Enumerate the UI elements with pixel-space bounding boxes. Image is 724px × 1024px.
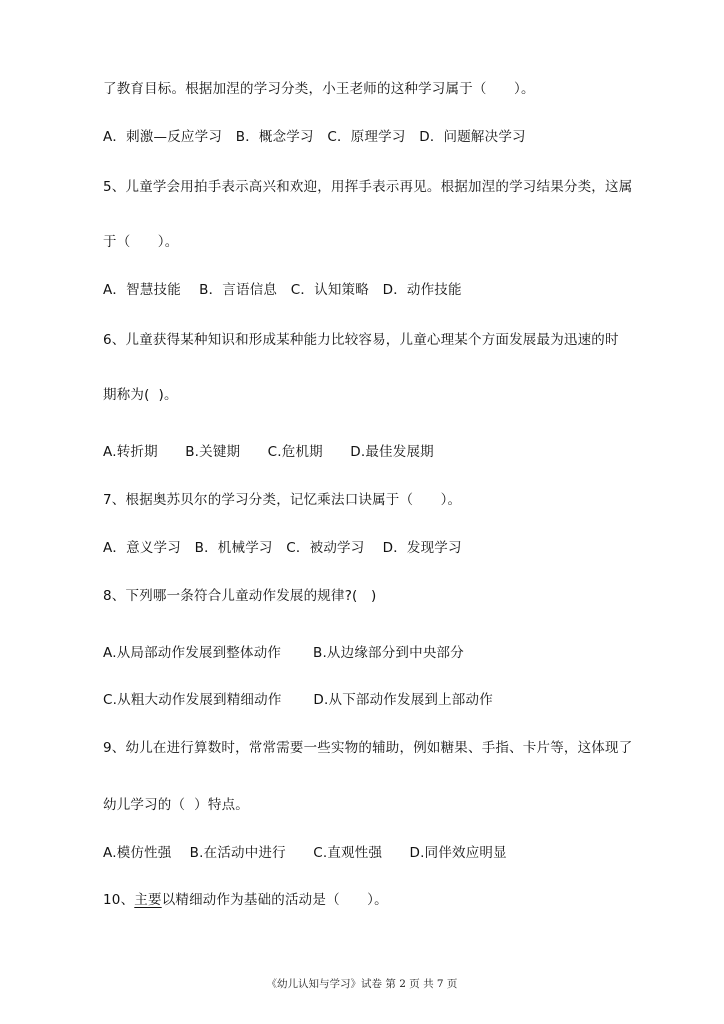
- q5-stem-continuation: 于（ ）。: [103, 234, 179, 250]
- q9-options: A.模仿性强 B.在活动中进行 C.直观性强 D.同伴效应明显: [103, 845, 507, 861]
- q8-options-row1: A.从局部动作发展到整体动作 B.从边缘部分到中央部分: [103, 645, 464, 661]
- q6-stem: 6、儿童获得某种知识和形成某种能力比较容易，儿童心理某个方面发展最为迅速的时: [103, 332, 619, 348]
- q10-stem: [103, 891, 388, 909]
- q8-stem: 8、下列哪一条符合儿童动作发展的规律?( ): [103, 588, 377, 604]
- q10-number: 10、: [103, 892, 135, 908]
- q9-stem: 9、幼儿在进行算数时，常常需要一些实物的辅助，例如糖果、手指、卡片等，这体现了: [103, 740, 633, 756]
- q6-stem-continuation: 期称为( )。: [103, 387, 178, 403]
- q4-options: A．刺激—反应学习 B．概念学习 C．原理学习 D．问题解决学习: [103, 129, 526, 145]
- q10-stem-text: 以精细动作为基础的活动是（ ）。: [161, 892, 388, 908]
- q10-underlined-word: 主要: [134, 892, 162, 908]
- q7-options: A．意义学习 B．机械学习 C．被动学习 D．发现学习: [103, 540, 462, 556]
- q6-options: A.转折期 B.关键期 C.危机期 D.最佳发展期: [103, 444, 434, 460]
- q8-options-row2: C.从粗大动作发展到精细动作 D.从下部动作发展到上部动作: [103, 692, 493, 708]
- q5-stem: 5、儿童学会用拍手表示高兴和欢迎，用挥手表示再见。根据加涅的学习结果分类，这属: [103, 179, 633, 195]
- q9-stem-continuation: 幼儿学习的（ ）特点。: [103, 797, 249, 813]
- q7-stem: 7、根据奥苏贝尔的学习分类，记忆乘法口诀属于（ ）。: [103, 492, 462, 508]
- q5-options: A．智慧技能 B．言语信息 C．认知策略 D．动作技能: [103, 282, 462, 298]
- page-footer: 《幼儿认知与学习》试卷 第 2 页 共 7 页: [266, 978, 458, 990]
- q4-continuation: 了教育目标。根据加涅的学习分类，小王老师的这种学习属于（ ）。: [103, 81, 535, 97]
